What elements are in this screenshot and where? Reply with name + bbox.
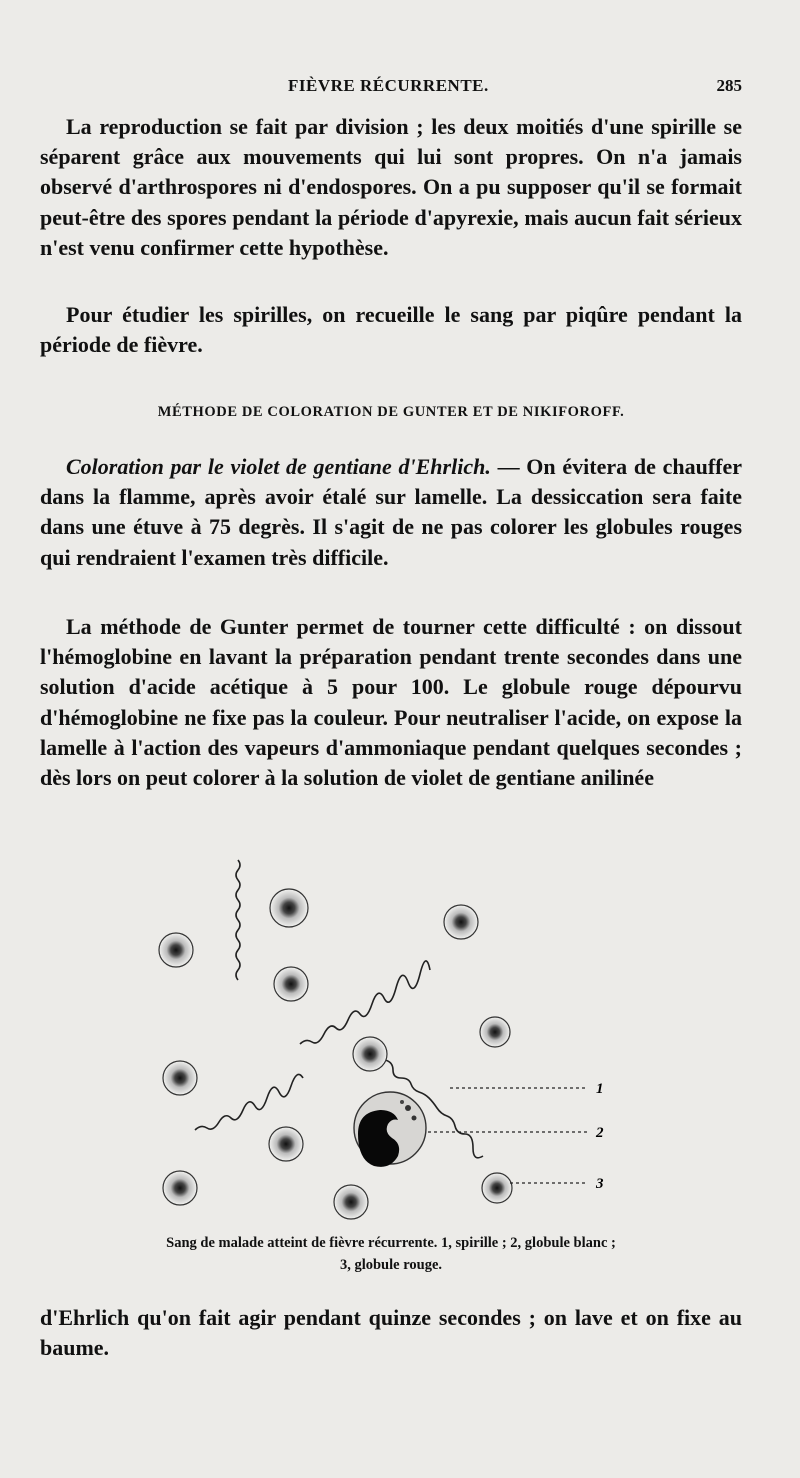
paragraph-text: Pour étudier les spirilles, on recueille le sang par piqûre pendant la période de fièvre. [40, 302, 742, 358]
spirille [300, 961, 430, 1044]
red-blood-cell [163, 1171, 197, 1205]
red-blood-cell [480, 1017, 510, 1047]
red-blood-cell [270, 889, 308, 927]
red-blood-cell [482, 1173, 512, 1203]
red-blood-cell [274, 967, 308, 1001]
caption-line: Sang de malade atteint de fièvre récurrente. 1, spirille ; 2, globule blanc ; [166, 1235, 616, 1251]
figure-label-1: 1 [596, 1081, 604, 1097]
paragraph-reproduction [40, 112, 742, 263]
white-blood-cell [354, 1092, 426, 1167]
figure-label-2: 2 [596, 1125, 604, 1141]
section-heading: MÉTHODE DE COLORATION DE GUNTER ET DE NIKIFOROFF. [157, 404, 625, 420]
paragraph-text: La reproduction se fait par division ; les deux moitiés d'une spirille se séparent grâce aux mouvements qui lui sont propres. On n'a jamais observé d'arthrospores ni d'endospores. On a pu supposer qu'il se formait peut-être des spores pendant la période d'apyrexie, mais aucun fait sérieux n'est venu confirmer cette hypothèse. [40, 114, 742, 260]
figure-label-3: 3 [596, 1176, 604, 1192]
paragraph-text: — On évitera de chauffer dans la flamme, après avoir étalé sur lamelle. La dessiccation sera faite dans une étuve à 75 degrès. Il s'agit de ne pas colorer les globules rouges qui rendraient l'examen très difficile. [40, 454, 742, 570]
paragraph-gunter [40, 612, 742, 793]
spirille [236, 860, 240, 980]
running-title: FIÈVRE RÉCURRENTE. [288, 76, 489, 95]
paragraph-text: d'Ehrlich qu'on fait agir pendant quinze secondes ; on lave et on fixe au baume. [40, 1305, 742, 1361]
paragraph-suite [40, 1303, 742, 1363]
red-blood-cell [269, 1127, 303, 1161]
paragraph-coloration [40, 452, 742, 573]
red-blood-cell [444, 905, 478, 939]
red-blood-cell [159, 933, 193, 967]
red-blood-cell [163, 1061, 197, 1095]
red-blood-cell [334, 1185, 368, 1219]
running-header [40, 76, 742, 102]
red-blood-cell [353, 1037, 387, 1071]
page-number: 285 [716, 76, 742, 95]
caption-line: 3, globule rouge. [339, 1257, 443, 1273]
blood-smear-figure [150, 842, 630, 1227]
paragraph-text: La méthode de Gunter permet de tourner cette difficulté : on dissout l'hémoglobine en lavant la préparation pendant trente secondes dans une solution d'acide acétique à 5 pour 100. Le globule rouge dépourvu d'hémoglobine ne fixe pas la couleur. Pour neutraliser l'acide, on expose la lamelle à l'action des vapeurs d'ammoniaque pendant quelques secondes ; dès lors on peut colorer à la solution de violet de gentiane anilinée [40, 614, 742, 791]
paragraph-lead: Coloration par le violet de gentiane d'Ehrlich. [66, 454, 491, 479]
paragraph-etude [40, 300, 742, 360]
spirille [195, 1074, 303, 1130]
figure-caption [40, 1232, 742, 1276]
